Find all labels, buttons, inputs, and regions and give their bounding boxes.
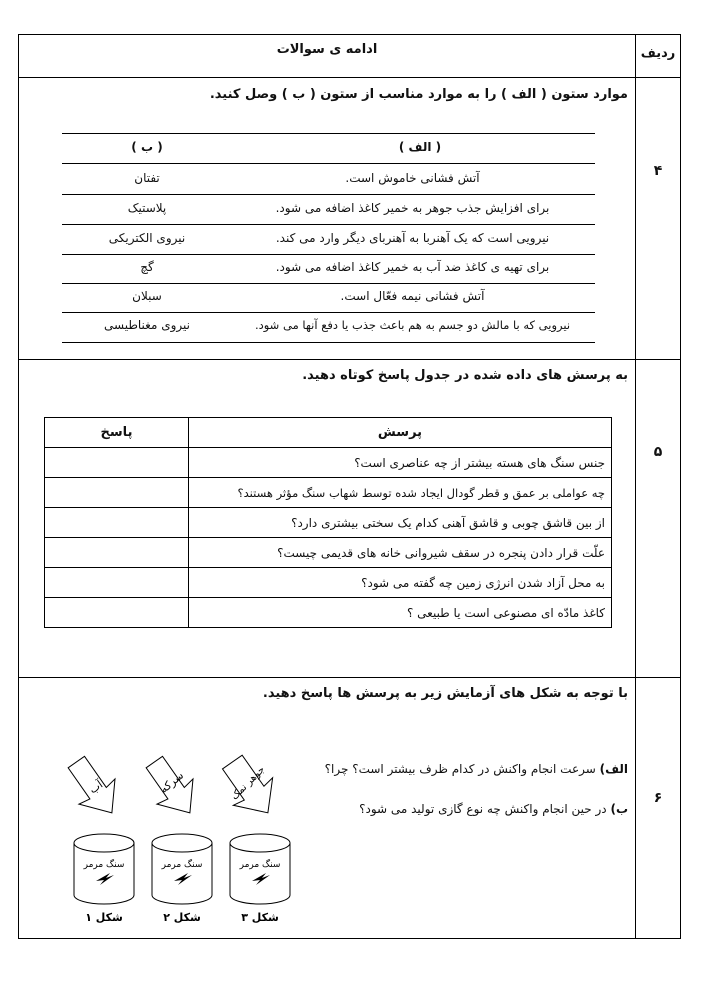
q6-part-a xyxy=(300,762,628,776)
figure-1 xyxy=(60,749,134,924)
part-a-text: سرعت انجام واکنش در کدام ظرف بیشتر است؟ چرا؟ xyxy=(324,762,600,776)
matching-rule xyxy=(62,312,595,313)
question-cell: به محل آزاد شدن انرژی زمین چه گفته می شود؟ xyxy=(189,568,612,598)
matching-rule xyxy=(62,342,595,343)
qa-table xyxy=(44,417,612,628)
figure-2 xyxy=(136,749,212,924)
column-b-item: نیروی الکتریکی xyxy=(108,231,186,245)
q5-instruction: به پرسش های داده شده در جدول پاسخ کوتاه دهید. xyxy=(302,368,628,383)
container-label: سنگ مرمر xyxy=(83,860,125,870)
row-number-header: ردیف xyxy=(640,46,676,61)
table-row xyxy=(45,538,612,568)
question-cell: چه عواملی بر عمق و قطر گودال ایجاد شده توسط شهاب سنگ مؤثر هستند؟ xyxy=(189,478,612,508)
row-divider-q4 xyxy=(18,359,681,360)
column-a-header: ( الف ) xyxy=(398,140,442,154)
row-divider-header xyxy=(18,77,681,78)
beaker-rim xyxy=(230,834,290,852)
figure-2-arrow-text: سرکه xyxy=(157,768,187,796)
answer-cell[interactable] xyxy=(45,538,189,568)
experiment-figures xyxy=(60,745,310,935)
marble-icon xyxy=(252,873,270,885)
figure-3-caption: شکل ۳ xyxy=(241,911,279,924)
column-b-item: نیروی مغناطیسی xyxy=(104,318,190,332)
answer-cell[interactable] xyxy=(45,568,189,598)
figure-2-caption: شکل ۲ xyxy=(163,911,201,924)
table-row xyxy=(45,508,612,538)
figure-1-caption: شکل ۱ xyxy=(85,911,123,924)
answer-cell[interactable] xyxy=(45,478,189,508)
frame-top xyxy=(18,34,681,35)
column-a-item: نیرویی است که یک آهنربا به آهنربای دیگر وارد می کند. xyxy=(275,231,550,245)
beaker-rim xyxy=(152,834,212,852)
table-row xyxy=(45,478,612,508)
row-divider-q5 xyxy=(18,677,681,678)
column-a-item: برای افزایش جذب جوهر به خمیر کاغذ اضافه می شود. xyxy=(275,201,550,215)
part-b-text: در حین انجام واکنش چه نوع گازی تولید می شود؟ xyxy=(359,802,611,816)
column-b-item: گچ xyxy=(140,260,154,274)
column-a-item: آتش فشانی نیمه فعّال است. xyxy=(340,289,485,303)
matching-rule xyxy=(62,194,595,195)
q6-number: ۶ xyxy=(653,790,663,806)
answer-column-header: پاسخ xyxy=(45,418,189,448)
part-a-label: الف) xyxy=(599,762,628,776)
frame-left xyxy=(18,34,19,939)
column-b-header: ( ب ) xyxy=(131,140,163,154)
question-cell: علّت قرار دادن پنجره در سقف شیروانی خانه های قدیمی چیست؟ xyxy=(189,538,612,568)
matching-rule xyxy=(62,224,595,225)
figure-3 xyxy=(213,748,290,924)
container-label: سنگ مرمر xyxy=(161,860,203,870)
frame-bottom xyxy=(18,938,681,939)
figure-3-arrow-text: جوهر نمک xyxy=(229,764,268,803)
question-column-header: پرسش xyxy=(189,418,612,448)
column-b-item: پلاستیک xyxy=(127,201,167,215)
question-cell: کاغذ مادّه ای مصنوعی است یا طبیعی ؟ xyxy=(189,598,612,628)
marble-icon xyxy=(96,873,114,885)
container-label: سنگ مرمر xyxy=(239,860,281,870)
q5-number: ۵ xyxy=(653,444,663,460)
column-b-item: تفتان xyxy=(134,171,160,185)
table-row xyxy=(45,448,612,478)
column-a-item: آتش فشانی خاموش است. xyxy=(345,171,480,185)
question-cell: جنس سنگ های هسته بیشتر از چه عناصری است؟ xyxy=(189,448,612,478)
matching-rule xyxy=(62,254,595,255)
beaker-rim xyxy=(74,834,134,852)
table-row xyxy=(45,598,612,628)
answer-cell[interactable] xyxy=(45,448,189,478)
matching-rule xyxy=(62,133,595,134)
column-a-item: برای تهیه ی کاغذ ضد آب به خمیر کاغذ اضافه می شود. xyxy=(275,260,550,274)
part-b-label: ب) xyxy=(610,802,628,816)
figure-1-arrow-text: آب xyxy=(86,777,106,797)
frame-right xyxy=(680,34,681,939)
column-b-item: سبلان xyxy=(132,289,162,303)
marble-icon xyxy=(174,873,192,885)
q4-number: ۴ xyxy=(653,163,663,179)
q6-instruction: با توجه به شکل های آزمایش زیر به پرسش ها پاسخ دهید. xyxy=(262,686,628,701)
matching-rule xyxy=(62,163,595,164)
q4-instruction: موارد ستون ( الف ) را به موارد مناسب از ستون ( ب ) وصل کنید. xyxy=(209,87,628,102)
table-row xyxy=(45,568,612,598)
page-title: ادامه ی سوالات xyxy=(276,42,378,57)
answer-cell[interactable] xyxy=(45,598,189,628)
q6-part-b xyxy=(300,802,628,816)
question-cell: از بین قاشق چوبی و قاشق آهنی کدام یک سختی بیشتری دارد؟ xyxy=(189,508,612,538)
column-a-item: نیرویی که با مالش دو جسم به هم باعث جذب یا دفع آنها می شود. xyxy=(254,318,571,332)
matching-rule xyxy=(62,283,595,284)
answer-cell[interactable] xyxy=(45,508,189,538)
